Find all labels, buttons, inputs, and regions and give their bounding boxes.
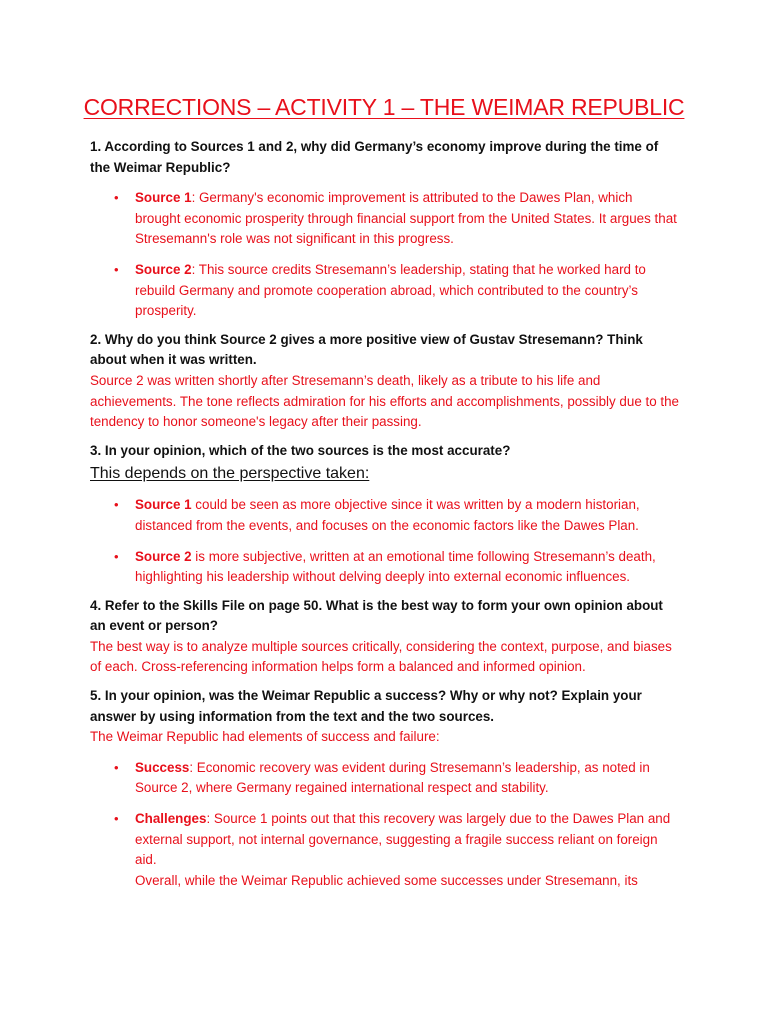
bullet-label: Source 1: [135, 190, 192, 206]
answer-2: Source 2 was written shortly after Stresemann’s death, likely as a tribute to his life and achievements. The tone reflects admiration for his efforts and accomplishments, possibly due to the tendency to honor someone's legacy after their passing.: [90, 372, 679, 430]
list-item: [90, 547, 680, 588]
bullet-label: Source 2: [135, 261, 192, 277]
list-item: [90, 758, 680, 799]
list-item: [90, 260, 680, 322]
bullet-icon: •: [114, 261, 119, 277]
bullet-text: : Germany's economic improvement is attributed to the Dawes Plan, which brought economic prosperity through financial support from the United States. It argues that Stresemann's role was not significant in this progress.: [135, 190, 677, 247]
question-1: 1. According to Sources 1 and 2, why did Germany’s economy improve during the time of the Weimar Republic?: [90, 139, 659, 175]
question-2: 2. Why do you think Source 2 gives a more positive view of Gustav Stresemann? Think about when it was written.: [90, 331, 643, 368]
q5-bullet-list: [90, 758, 680, 892]
bullet-text: : Source 1 points out that this recovery was largely due to the Dawes Plan and external support, not internal governance, suggesting a fragile success reliant on foreign aid.: [135, 811, 671, 868]
bullet-icon: •: [114, 759, 119, 775]
page-title: CORRECTIONS – ACTIVITY 1 – THE WEIMAR REPUBLIC: [83, 94, 685, 120]
list-item: [90, 495, 680, 536]
bullet-text: : This source credits Stresemann’s leadership, stating that he worked hard to rebuild Germany and promote cooperation abroad, which contributed to the country’s prosperity.: [135, 261, 646, 319]
answer-4: The best way is to analyze multiple sources critically, considering the context, purpose, and biases of each. Cross-referencing information helps form a balanced and informed opinion.: [90, 638, 672, 675]
document-body: [90, 137, 680, 891]
bullet-label: Success: [135, 759, 190, 775]
bullet-icon: •: [114, 548, 119, 564]
bullet-label: Source 2: [135, 548, 192, 564]
bullet-icon: •: [114, 811, 119, 827]
bullet-label: Source 1: [135, 497, 192, 513]
subheading-perspective: This depends on the perspective taken:: [90, 465, 370, 483]
bullet-icon: •: [114, 497, 119, 513]
overall-conclusion: Overall, while the Weimar Republic achieved some successes under Stresemann, its: [135, 872, 638, 888]
list-item: [90, 188, 680, 250]
answer-5: The Weimar Republic had elements of success and failure:: [90, 729, 440, 745]
bullet-icon: •: [114, 190, 119, 206]
question-3: 3. In your opinion, which of the two sources is the most accurate?: [90, 442, 511, 458]
bullet-label: Challenges: [135, 811, 207, 827]
list-item: [90, 809, 680, 891]
q3-bullet-list: [90, 495, 680, 587]
q1-bullet-list: [90, 188, 680, 322]
question-4: 4. Refer to the Skills File on page 50. What is the best way to form your own opinion about an event or person?: [90, 597, 663, 634]
question-5: 5. In your opinion, was the Weimar Republic a success? Why or why not? Explain your answer by using information from the text and the two sources.: [90, 688, 642, 724]
bullet-text: could be seen as more objective since it was written by a modern historian, distanced from the events, and focuses on the economic factors like the Dawes Plan.: [135, 497, 640, 533]
bullet-text: : Economic recovery was evident during Stresemann’s leadership, as noted in Source 2, where Germany regained international respect and stability.: [135, 759, 650, 796]
bullet-text: is more subjective, written at an emotional time following Stresemann’s death, highlighting his leadership without delving deeply into external economic influences.: [135, 548, 656, 585]
